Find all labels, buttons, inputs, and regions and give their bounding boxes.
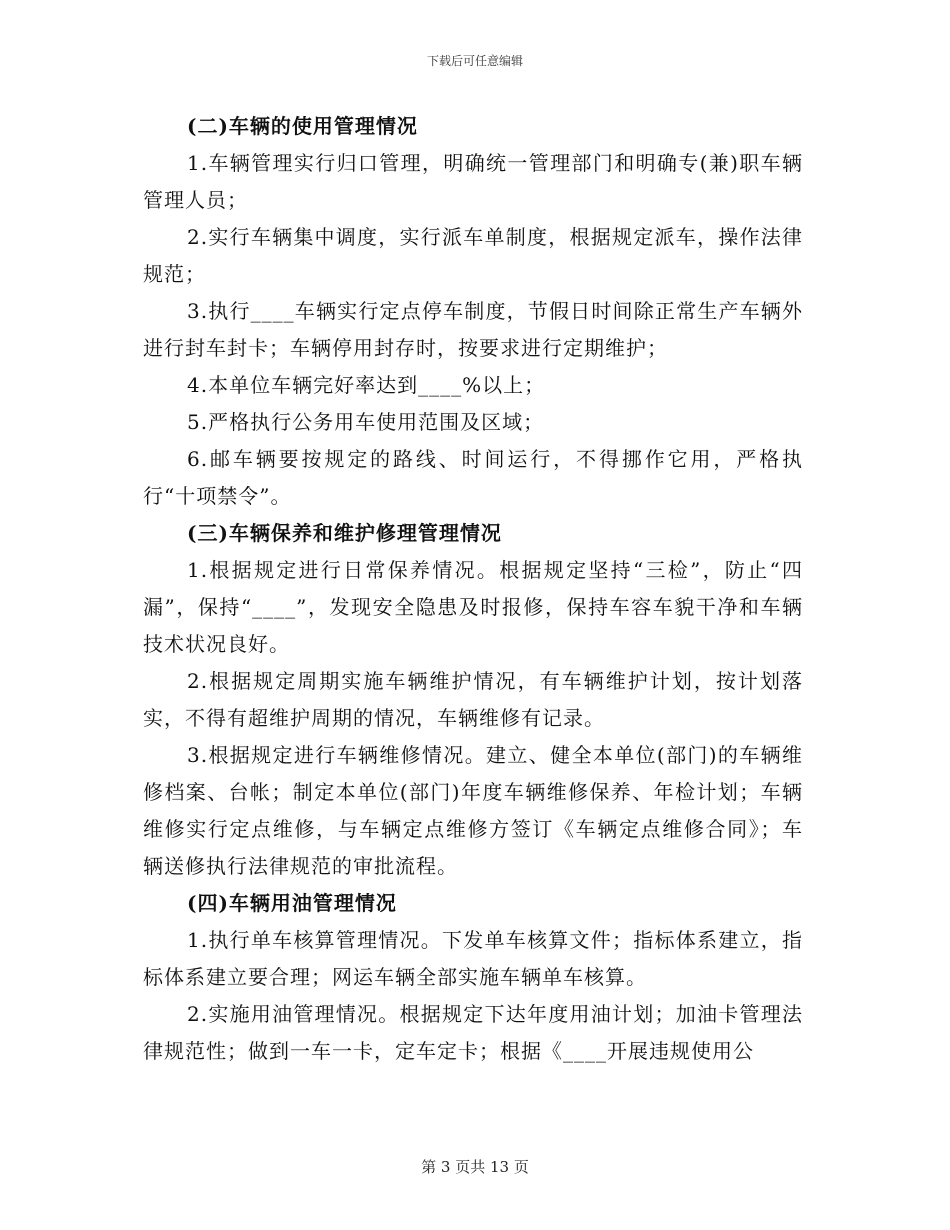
- document-body: [143, 108, 803, 1070]
- section-heading: (三)车辆保养和维护修理管理情况: [187, 521, 502, 545]
- paragraph: 5.严格执行公务用车使用范围及区域；: [187, 410, 545, 434]
- paragraph: 1.根据规定进行日常保养情况。根据规定坚持“三检”，防止“四漏”，保持“____”，发现安全隐患及时报修，保持车容车貌干净和车辆技术状况良好。: [143, 558, 803, 656]
- paragraph: 6.邮车辆要按规定的路线、时间运行，不得挪作它用，严格执行“十项禁令”。: [143, 447, 803, 508]
- paragraph: 2.实行车辆集中调度，实行派车单制度，根据规定派车，操作法律规范；: [143, 225, 803, 286]
- paragraph: 2.根据规定周期实施车辆维护情况，有车辆维护计划，按计划落实，不得有超维护周期的情况，车辆维修有记录。: [143, 669, 803, 730]
- page-number-footer: 第 3 页共 13 页: [421, 1158, 529, 1176]
- paragraph: 3.执行____车辆实行定点停车制度，节假日时间除正常生产车辆外进行封车封卡；车辆停用封存时，按要求进行定期维护；: [143, 299, 803, 360]
- paragraph: 2.实施用油管理情况。根据规定下达年度用油计划；加油卡管理法律规范性；做到一车一卡，定车定卡；根据《____开展违规使用公: [143, 1002, 803, 1063]
- paragraph: 3.根据规定进行车辆维修情况。建立、健全本单位(部门)的车辆维修档案、台帐；制定本单位(部门)年度车辆维修保养、年检计划；车辆维修实行定点维修，与车辆定点维修方签订《车辆定点维修合同》；车辆送修执行法律规范的审批流程。: [143, 743, 803, 878]
- page-header-note: 下载后可任意编辑: [426, 54, 523, 68]
- paragraph: 1.车辆管理实行归口管理，明确统一管理部门和明确专(兼)职车辆管理人员；: [143, 151, 803, 212]
- section-heading: (二)车辆的使用管理情况: [187, 114, 418, 138]
- section-heading: (四)车辆用油管理情况: [187, 891, 397, 915]
- paragraph: 1.执行单车核算管理情况。下发单车核算文件；指标体系建立，指标体系建立要合理；网运车辆全部实施车辆单车核算。: [143, 928, 803, 989]
- paragraph: 4.本单位车辆完好率达到____%以上；: [187, 373, 546, 397]
